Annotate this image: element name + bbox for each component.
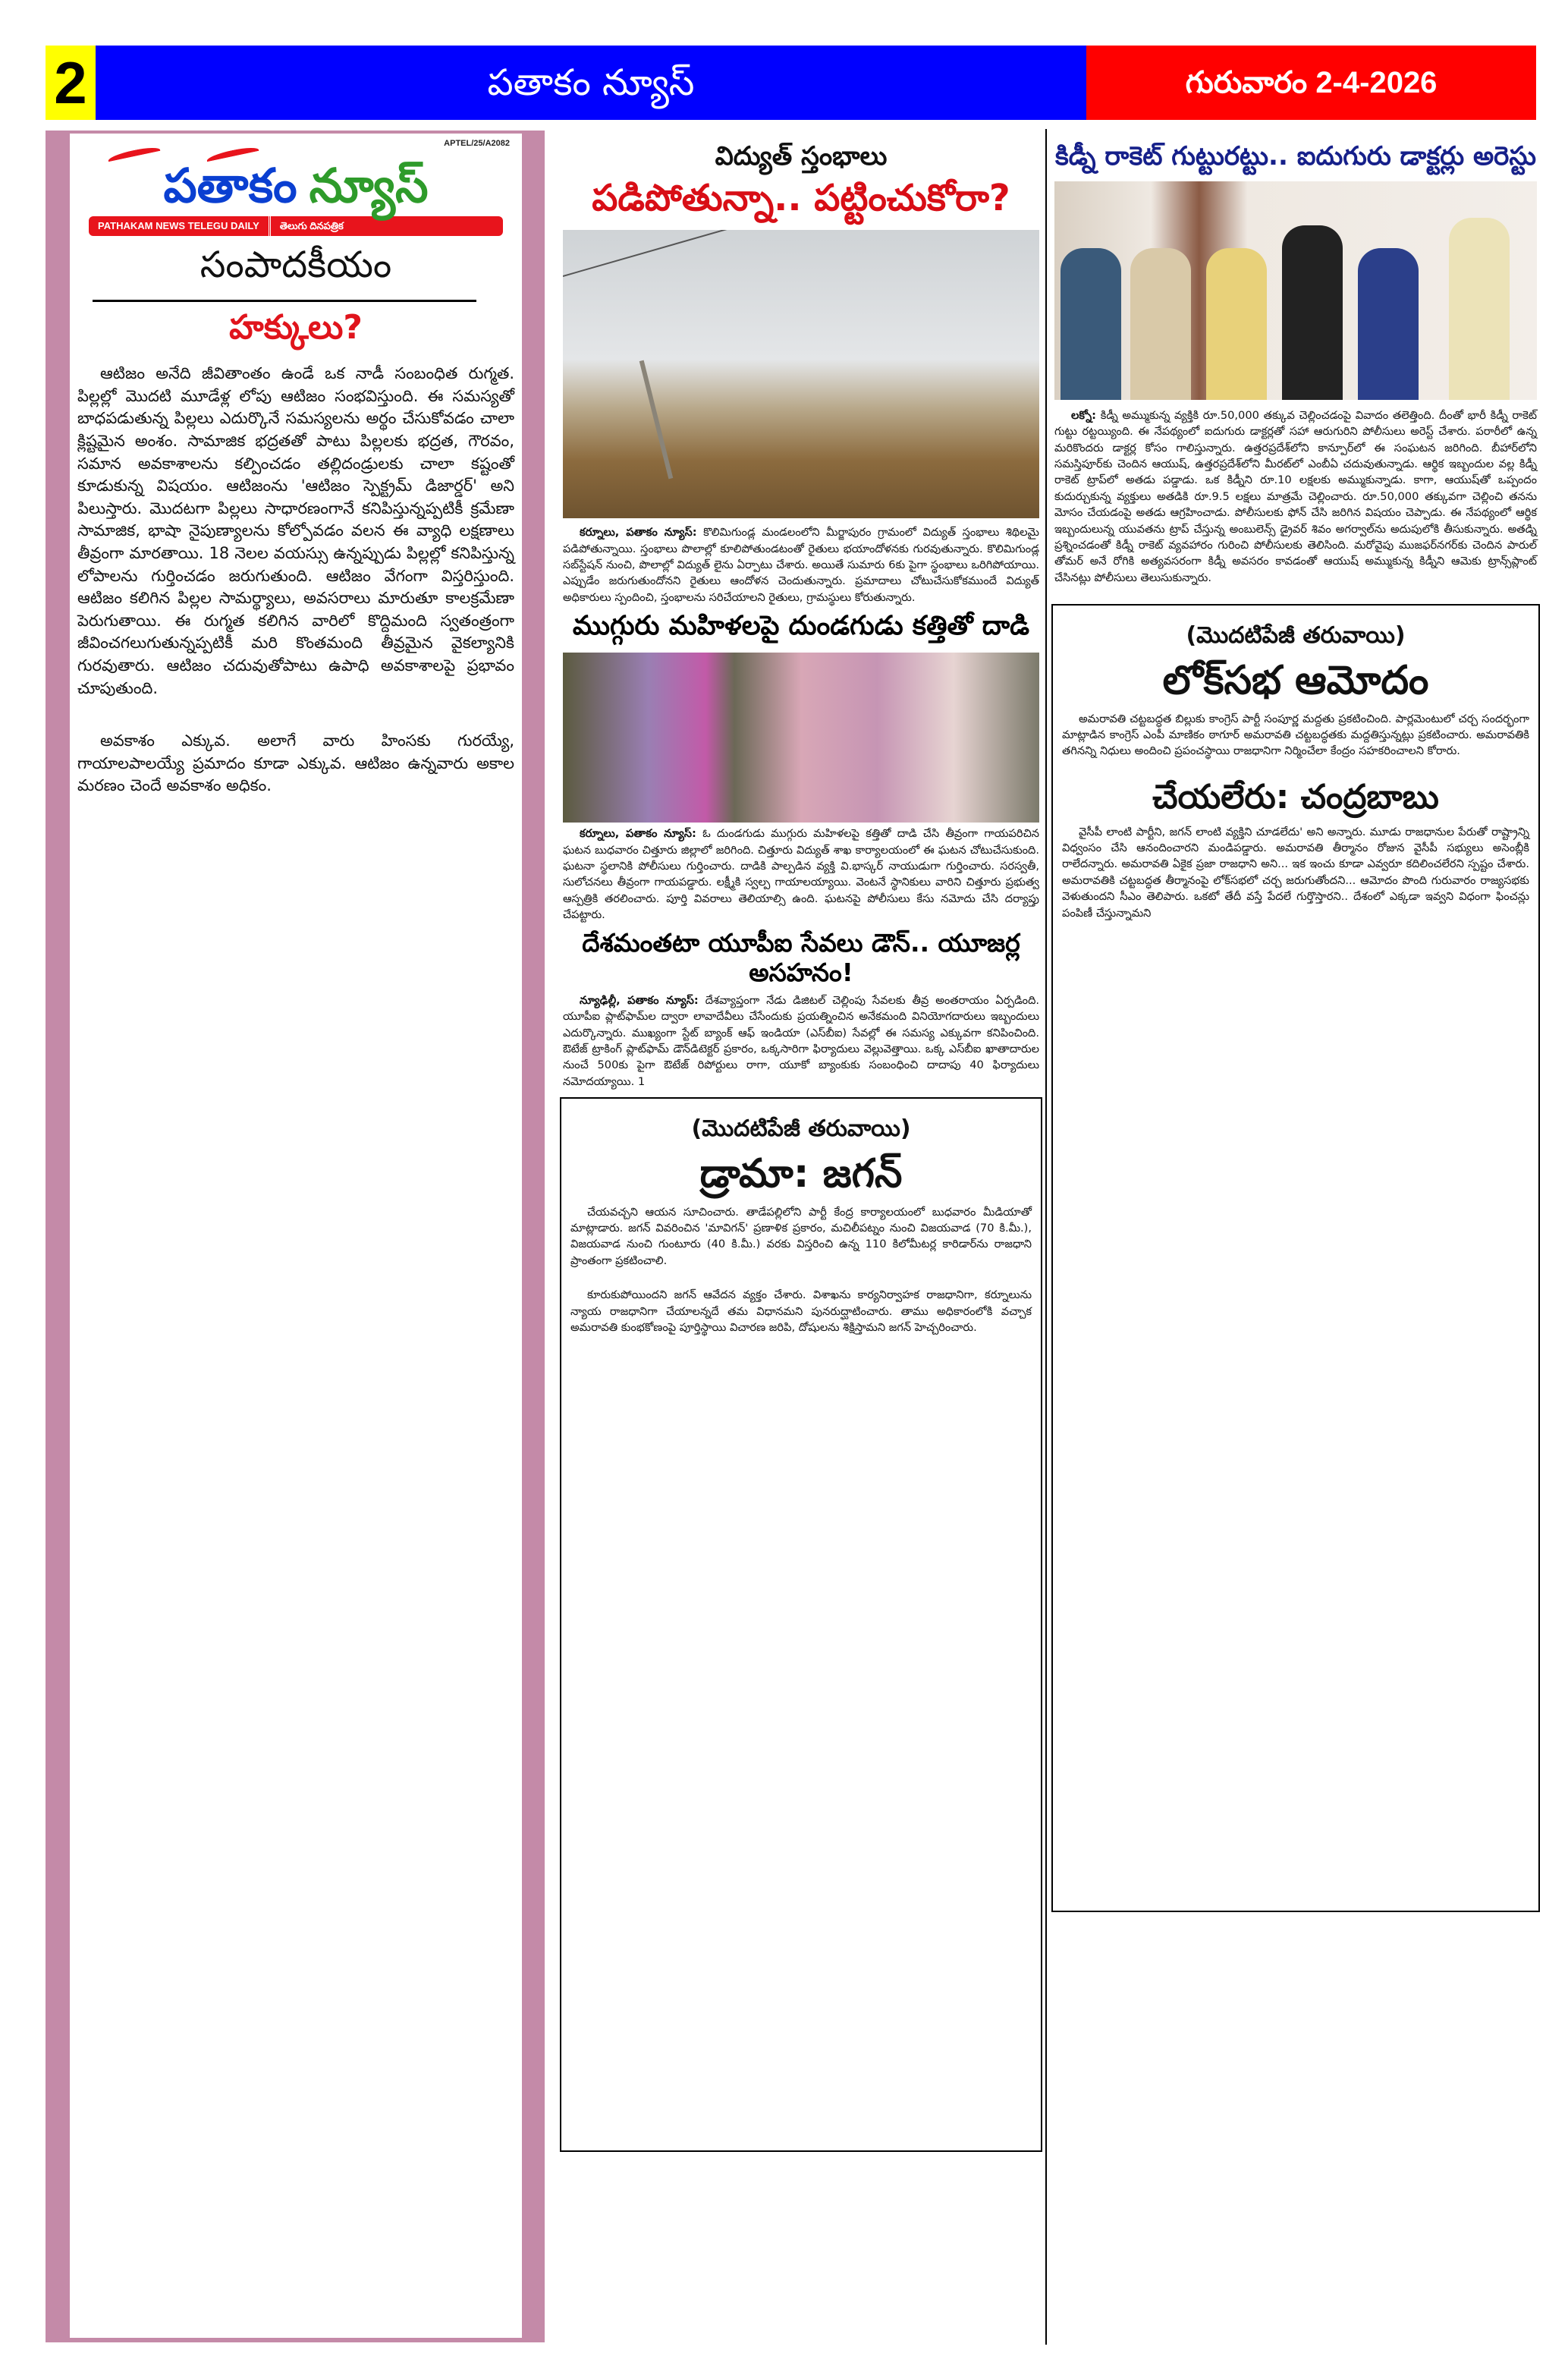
dateline: కర్నూలు, పతాకం న్యూస్: [580,827,696,841]
story-headline: పడిపోతున్నా.. పట్టించుకోరా? [592,177,1010,219]
person [1206,248,1267,400]
person [1130,248,1191,400]
registration-number: APTEL/25/A2082 [444,139,510,148]
story-body [1054,407,1537,586]
paragraph: అవకాశం ఎక్కువ. అలాగే వారు హింసకు గురయ్యే, గాయాలపాలయ్యే ప్రమాదం కూడా ఎక్కువ. ఆటిజం ఉన్నవారు అకాల మరణం చెందే అవకాశం అధికం. [77,731,514,795]
dateline: కర్నూలు, పతాకం న్యూస్: [580,526,697,539]
leaning-pole [639,360,674,480]
continued-label: (మొదటిపేజీ తరువాయి) [1186,622,1406,650]
page-number: 2 [46,46,96,120]
story-headline: చేయలేరు: చంద్రబాబు [1152,777,1439,816]
logo-name-part1: పతాకం [163,160,297,212]
story-body [563,992,1039,1090]
story-body [563,826,1039,923]
tagline-telugu: తెలుగు దినపత్రిక [269,216,353,236]
tagline-english: PATHAKAM NEWS TELEGU DAILY [98,220,259,232]
story-body [563,524,1039,606]
divider [93,300,476,302]
paragraph: చేయవచ్చని ఆయన సూచించారు. తాడేపల్లిలోని పార్టీ కేంద్ర కార్యాలయంలో బుధవారం మీడియాతో మాట్లాడారు. జగన్ వివరించిన 'మావిగన్' ప్రణాళిక ప్రకారం, మచిలీపట్నం నుంచి విజయవాడ (70 కి.మీ.), విజయవాడ నుంచి గుంటూరు (40 కి.మీ.) వరకు విస్తరించి ఉన్న 110 కిలోమీటర్ల కారిడార్‌ను రాజధాని ప్రాంతంగా ప్రకటించాలి. [570,1205,1032,1267]
story-body [561,1198,1041,1336]
injured-women-photo [563,653,1039,823]
paragraph: ఆటిజం అనేది జీవితాంతం ఉండే ఒక నాడీ సంబంధిత రుగ్మత. పిల్లల్లో మొదటి మూడేళ్ల లోపు ఆటిజం సంభవిస్తుంది. ఈ సమస్యతో బాధపడుతున్న పిల్లలు ఎదుర్కొనే సమస్యలను అర్థం చేసుకోవడం చాలా క్లిష్టమైన అంశం. సామాజిక భద్రతతో పాటు పిల్లలకు భద్రత, గౌరవం, సమాన అవకాశాలను కల్పించడం తల్లిదండ్రులకు చాలా కష్టంతో కూడుకున్న విషయం. ఆటిజంను 'ఆటిజం స్పెక్ట్రమ్ డిజార్డర్' అని పిలుస్తారు. మొదటగా పిల్లలు సాధారణంగానే కనిపిస్తున్నప్పటికీ క్రమేణా సామాజిక, భాషా నైపుణ్యాలను కోల్పోవడం వలన ఈ వ్యాధి లక్షణాలు తీవ్రంగా మారతాయి. 18 నెలల వయస్సు ఉన్నప్పుడు పిల్లల్లో కనిపిస్తున్న లోపాలను గుర్తించడం జరుగుతుంది. ఆటిజం వేగంగా విస్తరిస్తుంది. ఆటిజం కలిగిన పిల్లల సామర్థ్యాలు, అవసరాలు మారుతూ కాలక్రమేణా పెరుగుతాయి. ఈ రుగ్మత కలిగిన వారిలో కొద్దిమంది స్వతంత్రంగా జీవించగలుగుతున్నప్పటికీ మరి కొంతమంది తీవ్రమైన వైకల్యానికి గురవుతారు. ఆటిజం చదువుతోపాటు ఉపాధి అవకాశాలపై ప్రభావం చూపుతుంది. [77,364,514,697]
person [1449,218,1510,400]
person [1282,225,1343,400]
person [1061,248,1121,400]
electric-pole-photo [563,230,1039,518]
dateline: న్యూఢిల్లీ, పతాకం న్యూస్: [580,993,699,1007]
editorial-title: హక్కులు? [229,308,363,348]
story-headline: లోక్‌సభ ఆమోదం [1162,658,1429,704]
story-text: కిడ్నీ అమ్ముకున్న వ్యక్తికి రూ.50,000 తక్కువ చెల్లించడంపై వివాదం తలెత్తింది. దీంతో భారీ కిడ్నీ రాకెట్ గుట్టు రట్టయ్యింది. ఈ నేపథ్యంలో ఐదుగురు డాక్టర్లతో సహా ఆరుగురిని పోలీసులు అరెస్ట్ చేశారు. పరారీలో ఉన్న మరికొందరు డాక్టర్ల కోసం గాలిస్తున్నారు. ఉత్తరప్రదేశ్‌లోని కాన్పూర్‌లో ఈ సంఘటన జరిగింది. బీహార్‌లోని సమస్తిపూర్‌కు చెందిన ఆయుష్, ఉత్తరప్రదేశ్‌లోని మీరట్‌లో ఎంబీఏ చదువుతున్నాడు. ఆర్థిక ఇబ్బందుల వల్ల కిడ్నీ రాకెట్ ట్రాప్‌లో అతడు పడ్డాడు. ఒక కిడ్నీని రూ.10 లక్షలకు అమ్ముకున్నాడు. కాగా, ఆయుష్‌తో ఒప్పందం కుదుర్చుకున్న వ్యక్తులు అతడికి రూ.9.5 లక్షలు మాత్రమే చెల్లించారు. రూ.50,000 తక్కువగా చెల్లించి తనను మోసం చేయడంపై అతడు ఆగ్రహించాడు. పోలీసులకు ఫోన్ చేసి జరిగిన విషయం చెప్పాడు. ఈ నేపథ్యంలో ఆర్థిక ఇబ్బందులున్న యువతను ట్రాప్ చేస్తున్న అంబులెన్స్ డ్రైవర్ శివం అగర్వాల్‌ను అదుపులోకి తీసుకున్నారు. అతడ్ని ప్రశ్నించడంతో కిడ్నీ రాకెట్ వ్యవహారం గురించి పోలీసులకు తెలిసింది. మరోవైపు ముజఫర్‌నగర్‌కు చెందిన పారుల్ తోమర్ అనే రోగికి అత్యవసరంగా కిడ్నీ అవసరం కావడంతో ఆయుష్ అమ్ముకున్న కిడ్నీని ఆమెకు ట్రాన్స్‌ప్లాంట్ చేసినట్లు పోలీసులు తెలుసుకున్నారు. [1054,408,1538,584]
issue-date: గురువారం 2-4-2026 [1086,46,1536,120]
paragraph: వైసీపీ లాంటి పార్టీని, జగన్ లాంటి వ్యక్తిని చూడలేదు' అని అన్నారు. మూడు రాజధానుల పేరుతో రాష్ట్రాన్ని విధ్వంసం చేసి ఆనందించారని మండిపడ్డారు. అమరావతి తీర్మానం రోజున వైసీపీ సభ్యులు అసెంబ్లీకి రాలేదన్నారు. అమరావతి ఏకైక ప్రజా రాజధాని అని... ఇక ఇంచు కూడా ఎవ్వరూ కదిలించలేరని స్పష్టం చేశారు. అమరావతికి చట్టబద్ధత తీర్మానంపై లోక్‌సభలో చర్చ జరుగుతోందని... ఆమోదం పొంది గురువారం రాజ్యసభకు వెళుతుందని సీఎం తెలిపారు. ఒకటో తేదీ వస్తే పేదలే గుర్తొస్తారని.. దేశంలో ఎక్కడా ఇవ్వని విధంగా ఫించన్లు పంపిణీ చేస్తున్నామని [1062,825,1529,920]
column-divider [1045,129,1047,2345]
person [1358,248,1419,400]
continued-label: (మొదటిపేజీ తరువాయి) [691,1115,911,1143]
story-text: ఓ దుండగుడు ముగ్గురు మహిళలపై కత్తితో దాడి చేసి తీవ్రంగా గాయపరిచిన ఘటన బుధవారం చిత్తూరు జిల్లాలో జరిగింది. చిత్తూరు విద్యుత్ శాఖ కార్యాలయంలో ఈ ఘటన చోటుచేసుకుంది. ఘటనా స్థలానికి పోలీసులు గుర్తించారు. దాడికి పాల్పడిన వ్యక్తి వి.భాస్కర్ నాయుడుగా గుర్తించారు. సరస్వతీ, సులోచనలు తీవ్రంగా గాయపడ్డారు. లక్ష్మీకి స్వల్ప గాయాలయ్యాయి. వెంటనే స్థానికులు వారిని చిత్తూరు ప్రభుత్వ ఆస్పత్రికి తరలించారు. పూర్తి వివరాలు తెలియాల్సి ఉంది. ఘటనపై పోలీసులు కేసు నమోదు చేసి దర్యాప్తు చేపట్టారు. [563,827,1040,922]
story-kicker: విద్యుత్ స్తంభాలు [715,141,888,171]
continued-story-box [560,1097,1042,2152]
newspaper-logo [77,138,514,236]
logo-tagline-band [89,216,503,236]
story-headline: కిడ్నీ రాకెట్ గుట్టురట్టు.. ఐదుగురు డాక్టర్లు అరెస్టు [1055,141,1536,171]
editorial-panel [70,134,522,2338]
story-text: కొలిమిగుండ్ల మండలంలోని మీర్జాపురం గ్రామంలో విద్యుత్ స్తంభాలు శిథిలమై పడిపోతున్నాయి. స్తంభాలు పొలాల్లో కూలిపోతుండటంతో రైతులు భయాందోళనకు గురవుతున్నారు. కొలిమిగుండ్ల సబ్‌స్టేషన్ నుంచి, పొలాల్లో విద్యుత్ లైను ఏర్పాటు చేశారు. అయితే సుమారు 6కు పైగా స్థంభాలు ఒరిగిపోయాయి. ఎప్పుడేం జరుగుతుందోనని రైతులు ఆందోళన చెందుతున్నారు. ప్రమాదాలు చోటుచేసుకోకముందే విద్యుత్ అధికారులు స్పందించి, స్తంభాలను సరిచేయాలని రైతులు, గ్రామస్థులు కోరుతున్నారు. [563,526,1039,604]
story-headline: డ్రామా: జగన్ [699,1151,903,1197]
story-headline: దేశమంతటా యూపీఐ సేవలు డౌన్.. యూజర్ల అసహనం! [582,927,1020,988]
logo-name-part2: న్యూస్ [309,160,429,212]
masthead-banner: పతాకం న్యూస్ [96,46,1086,120]
editorial-section-label: సంపాదకీయం [200,244,392,287]
right-column [1054,141,1537,1912]
editorial-body [77,363,514,797]
power-line [563,230,1029,277]
editorial-column [46,131,545,2342]
story-headline: ముగ్గురు మహిళలపై దుండగుడు కత్తితో దాడి [572,611,1030,642]
paragraph: అమరావతి చట్టబద్ధత బిల్లుకు కాంగ్రెస్ పార్టీ సంపూర్ణ మద్దతు ప్రకటించింది. పార్లమెంటులో చర్చ సందర్భంగా మాట్లాడిన కాంగ్రెస్ ఎంపీ మాణికం ఠాగూర్ అమరావతి చట్టబద్ధతకు మద్దతిస్తున్నట్లు ప్రకటించారు. అమరావతికి తగినన్ని నిధులు అందించి ప్రపంచస్థాయి రాజధానిగా నిర్మించేలా కేంద్రం సహకరించాలని కోరారు. [1062,712,1529,758]
dateline: లక్నో: [1071,408,1096,422]
story-body [1053,818,1538,921]
arrested-doctors-photo [1054,181,1537,400]
continued-story-box [1051,604,1540,1912]
logo-wordmark [77,159,514,213]
story-text: దేశవ్యాప్తంగా నేడు డిజిటల్ చెల్లింపు సేవలకు తీవ్ర అంతరాయం ఏర్పడింది. యూపీఐ ప్లాట్‌ఫామ్‌ల ద్వారా లావాదేవీలు చేసేందుకు ప్రయత్నించిన అనేకమంది వినియోగదారులు ఇబ్బందులు ఎదుర్కొన్నారు. ముఖ్యంగా స్టేట్ బ్యాంక్ ఆఫ్ ఇండియా (ఎస్‌బీఐ) సేవల్లో ఈ సమస్య ఎక్కువగా కనిపించింది. ఔటేజ్ ట్రాకింగ్ ప్లాట్‌ఫామ్ డౌన్‌డిటెక్టర్ ప్రకారం, ఒక్కసారిగా ఫిర్యాదులు వెల్లువెత్తాయి. ఒక్క ఎస్‌బీఐ ఖాతాదారుల నుంచే 500కు పైగా ఔటేజ్ రిపోర్టులు రాగా, యూకో బ్యాంకుకు సంబంధించి దాదాపు 40 ఫిర్యాదులు నమోదయ్యాయి. 1 [563,993,1040,1088]
paragraph: కూరుకుపోయిందని జగన్ ఆవేదన వ్యక్తం చేశారు. విశాఖను కార్యనిర్వాహక రాజధానిగా, కర్నూలును న్యాయ రాజధానిగా చేయాలన్నదే తమ విధానమని పునరుద్ఘాటించారు. తాము అధికారంలోకి వచ్చాక అమరావతి కుంభకోణంపై పూర్తిస్థాయి విచారణ జరిపి, దోషులను శిక్షిస్తామని జగన్ హెచ్చరించారు. [570,1288,1032,1335]
middle-column [563,141,1039,2152]
story-body [1053,705,1538,760]
logo-wings [77,149,514,159]
